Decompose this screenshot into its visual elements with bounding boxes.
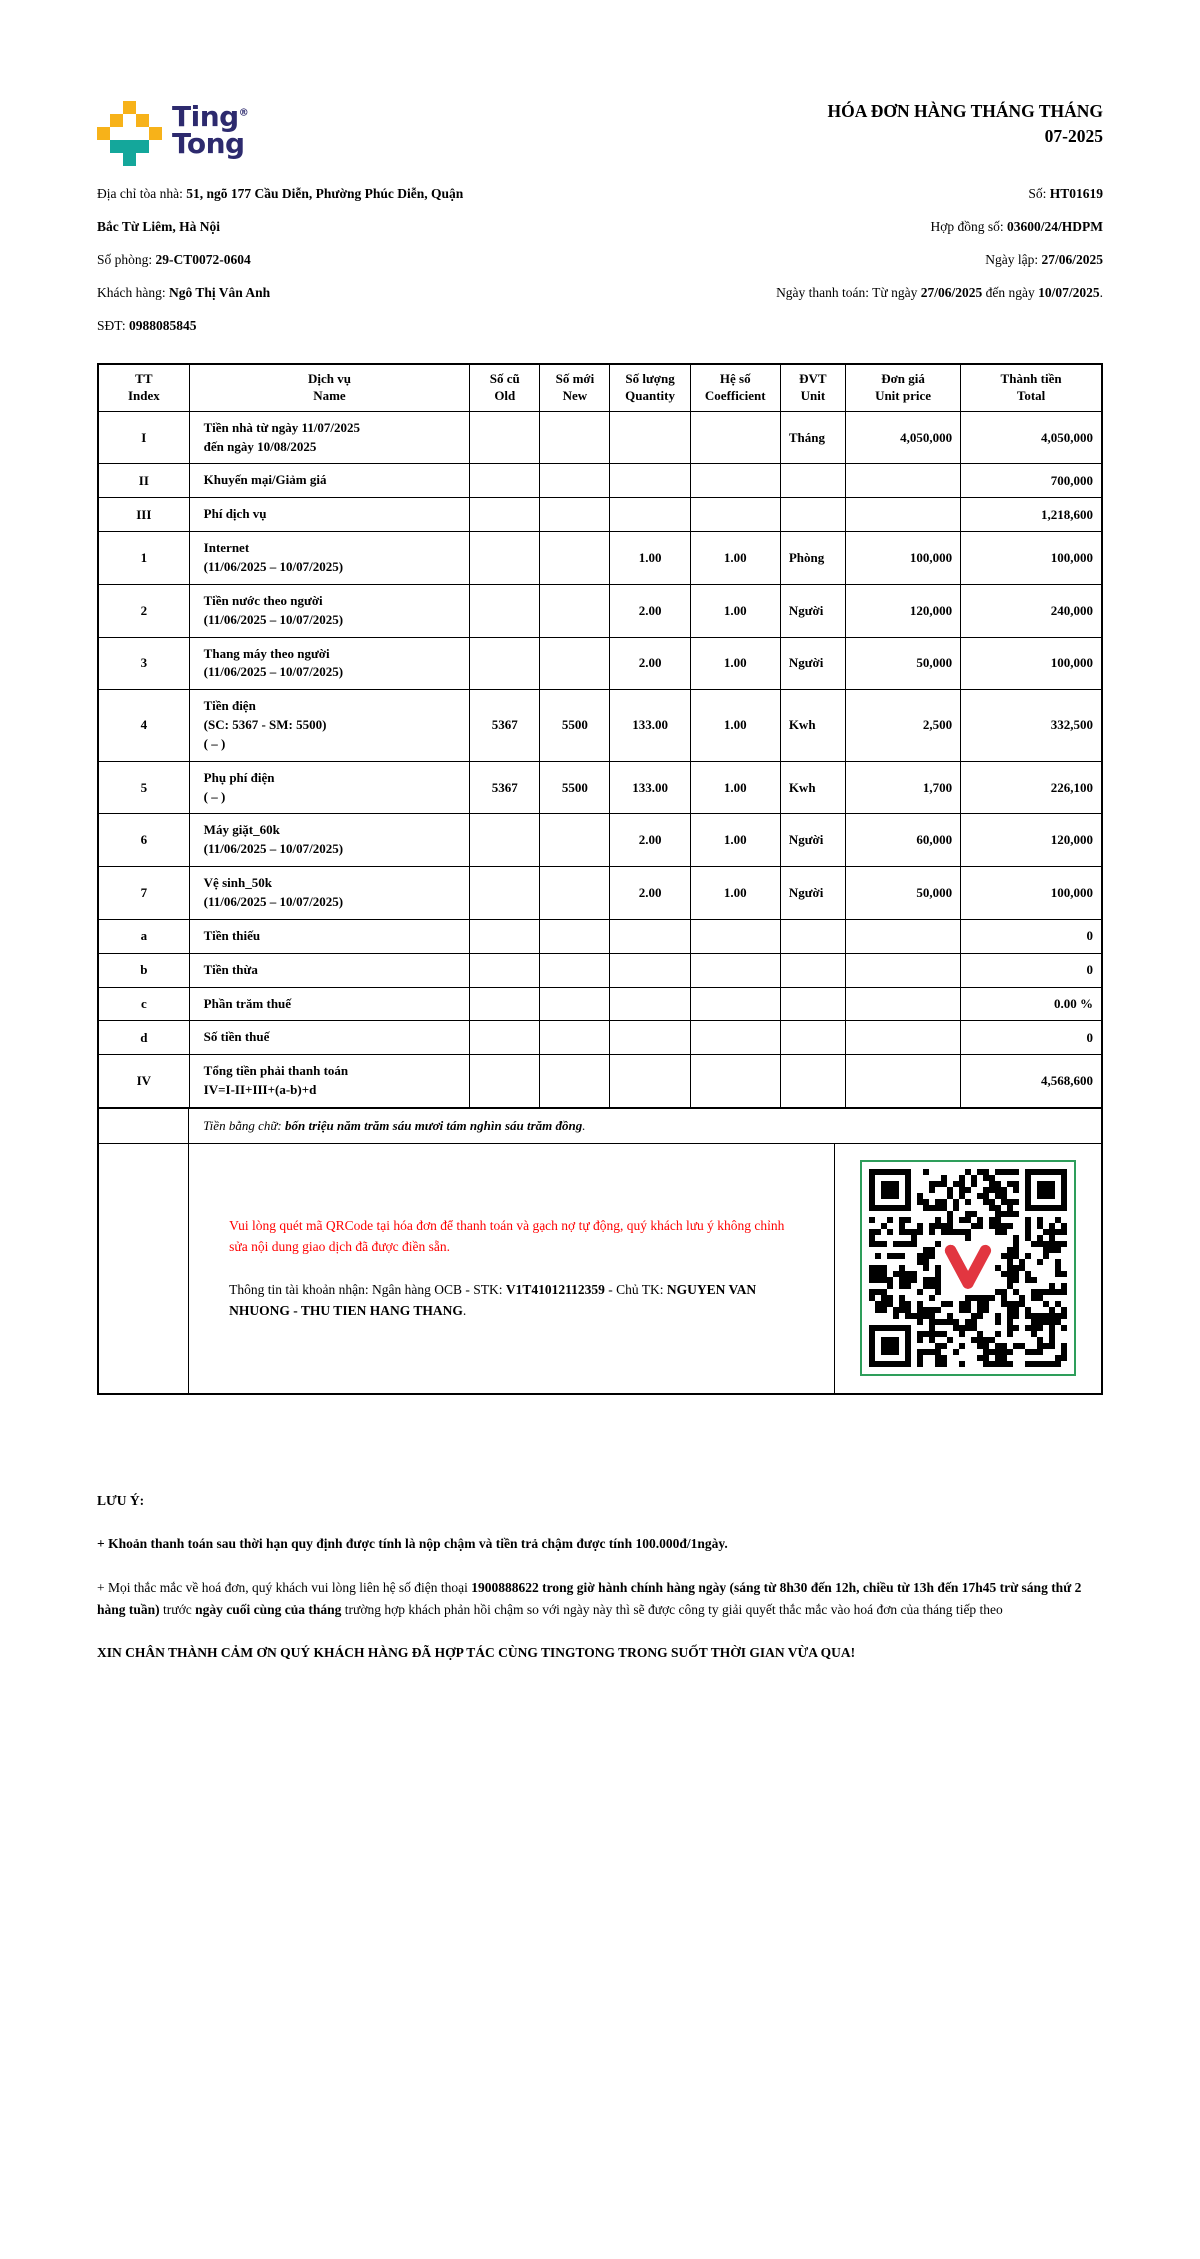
table-cell <box>470 1055 540 1108</box>
table-cell: Phòng <box>780 532 845 585</box>
col-header-total: Thành tiền Total <box>961 365 1101 411</box>
table-cell <box>540 987 610 1021</box>
table-cell: 2.00 <box>610 814 690 867</box>
table-cell: 120,000 <box>845 584 960 637</box>
amount-in-words: Tiền bằng chữ: bốn triệu năm trăm sáu mươi tám nghìn sáu trăm đồng. <box>203 1117 586 1133</box>
col-header-old: Số cũ Old <box>470 365 540 411</box>
table-cell <box>610 987 690 1021</box>
table-cell <box>610 1021 690 1055</box>
notes-title: LƯU Ý: <box>97 1492 145 1508</box>
table-cell <box>845 1021 960 1055</box>
amount-in-words-row <box>99 1108 1101 1143</box>
qr-frame <box>860 1160 1076 1376</box>
table-cell: 1.00 <box>690 867 780 920</box>
table-cell: 2.00 <box>610 867 690 920</box>
table-cell <box>610 498 690 532</box>
table-cell: 226,100 <box>961 761 1101 814</box>
late-payment-note: + Khoản thanh toán sau thời hạn quy định được tính là nộp chậm và tiền trả chậm được tính 100.000đ/1ngày. <box>97 1536 728 1552</box>
table-cell: Người <box>780 867 845 920</box>
table-cell <box>540 1021 610 1055</box>
charges-table <box>99 365 1101 1108</box>
table-cell <box>540 953 610 987</box>
table-cell <box>780 464 845 498</box>
table-cell: 0 <box>961 953 1101 987</box>
table-cell: 0 <box>961 919 1101 953</box>
col-header-quantity: Số lượng Quantity <box>610 365 690 411</box>
table-cell <box>610 919 690 953</box>
service-name-cell: Phụ phí điện ( – ) <box>189 761 470 814</box>
table-cell <box>845 464 960 498</box>
info-row <box>97 186 1103 219</box>
table-cell <box>690 411 780 464</box>
table-cell <box>540 411 610 464</box>
table-row <box>99 953 1101 987</box>
table-cell: Người <box>780 584 845 637</box>
table-cell <box>470 919 540 953</box>
table-cell <box>470 987 540 1021</box>
table-cell <box>470 464 540 498</box>
service-name-cell: Số tiền thuế <box>189 1021 470 1055</box>
table-cell <box>610 411 690 464</box>
table-row <box>99 919 1101 953</box>
footer-notes <box>97 1490 1103 1664</box>
table-cell <box>470 584 540 637</box>
table-cell: c <box>99 987 189 1021</box>
table-row <box>99 987 1101 1021</box>
table-row <box>99 532 1101 585</box>
table-cell <box>540 498 610 532</box>
table-cell <box>470 532 540 585</box>
table-cell <box>540 532 610 585</box>
info-row <box>97 219 1103 252</box>
invoice-info <box>97 186 1103 351</box>
table-cell <box>470 814 540 867</box>
table-cell <box>780 919 845 953</box>
table-cell: d <box>99 1021 189 1055</box>
table-cell <box>470 867 540 920</box>
table-cell <box>540 1055 610 1108</box>
table-cell: 100,000 <box>845 532 960 585</box>
invoice-number: Số: HT01619 <box>1028 186 1103 201</box>
building-address-line1: Địa chỉ tòa nhà: 51, ngõ 177 Cầu Diễn, Phường Phúc Diễn, Quận <box>97 186 464 201</box>
col-header-coefficient: Hệ số Coefficient <box>690 365 780 411</box>
table-row <box>99 584 1101 637</box>
table-row <box>99 411 1101 464</box>
table-cell: III <box>99 498 189 532</box>
table-cell: 240,000 <box>961 584 1101 637</box>
service-name-cell: Phí dịch vụ <box>189 498 470 532</box>
table-cell: 50,000 <box>845 867 960 920</box>
table-cell: 1 <box>99 532 189 585</box>
table-cell <box>470 498 540 532</box>
table-row <box>99 867 1101 920</box>
table-row <box>99 814 1101 867</box>
table-cell <box>470 953 540 987</box>
table-cell <box>845 987 960 1021</box>
customer-phone: SĐT: 0988085845 <box>97 318 197 333</box>
table-cell: 1.00 <box>690 690 780 762</box>
table-cell: a <box>99 919 189 953</box>
table-cell: 5500 <box>540 690 610 762</box>
table-cell <box>470 1021 540 1055</box>
table-cell: 1,700 <box>845 761 960 814</box>
table-cell <box>690 1055 780 1108</box>
table-cell: 133.00 <box>610 690 690 762</box>
table-cell: 2 <box>99 584 189 637</box>
table-header-row <box>99 365 1101 411</box>
table-cell <box>470 411 540 464</box>
invoice-title: HÓA ĐƠN HÀNG THÁNG THÁNG 07-2025 <box>827 101 1103 147</box>
table-cell <box>780 498 845 532</box>
table-cell: 1,218,600 <box>961 498 1101 532</box>
issue-date: Ngày lập: 27/06/2025 <box>985 252 1103 267</box>
table-cell <box>690 464 780 498</box>
table-cell: Kwh <box>780 761 845 814</box>
invoice-table-box <box>97 363 1103 1395</box>
table-row <box>99 464 1101 498</box>
hotline-note: + Mọi thắc mắc về hoá đơn, quý khách vui lòng liên hệ số điện thoại 1900888622 trong giờ hành chính hàng ngày (sáng từ 8h30 đến 12h, chiều từ 13h đến 17h45 trừ sáng thứ 2 hàng tuần) trước ngày cuối cùng của tháng trường hợp khách phản hồi chậm so với ngày này thì sẽ được công ty giải quyết thắc mắc vào hoá đơn của tháng tiếp theo <box>97 1580 1082 1617</box>
table-cell: I <box>99 411 189 464</box>
table-cell <box>610 464 690 498</box>
col-header-unit-price: Đơn giá Unit price <box>845 365 960 411</box>
qr-code <box>869 1169 1067 1367</box>
table-cell <box>690 987 780 1021</box>
col-header-index: TT Index <box>99 365 189 411</box>
table-cell <box>540 814 610 867</box>
table-cell: 5367 <box>470 690 540 762</box>
table-cell <box>610 953 690 987</box>
table-cell: Kwh <box>780 690 845 762</box>
service-name-cell: Tiền thừa <box>189 953 470 987</box>
table-row <box>99 498 1101 532</box>
table-cell <box>690 498 780 532</box>
table-cell: 1.00 <box>690 637 780 690</box>
service-name-cell: Thang máy theo người (11/06/2025 – 10/07/2025) <box>189 637 470 690</box>
table-cell: II <box>99 464 189 498</box>
service-name-cell: Tiền nhà từ ngày 11/07/2025 đến ngày 10/08/2025 <box>189 411 470 464</box>
table-cell: b <box>99 953 189 987</box>
table-cell: 6 <box>99 814 189 867</box>
col-header-new: Số mới New <box>540 365 610 411</box>
table-row <box>99 761 1101 814</box>
table-cell: 50,000 <box>845 637 960 690</box>
table-cell <box>845 1055 960 1108</box>
table-cell: 5 <box>99 761 189 814</box>
table-cell: 700,000 <box>961 464 1101 498</box>
building-address-line2: Bắc Từ Liêm, Hà Nội <box>97 219 220 234</box>
table-cell <box>610 1055 690 1108</box>
col-header-service: Dịch vụ Name <box>189 365 470 411</box>
table-cell: Tháng <box>780 411 845 464</box>
qr-warning-text: Vui lòng quét mã QRCode tại hóa đơn để thanh toán và gạch nợ tự động, quý khách lưu ý không chỉnh sửa nội dung giao dịch đã được điền sẵn. <box>229 1217 785 1254</box>
tingtong-logo-icon <box>97 101 162 166</box>
table-cell <box>540 584 610 637</box>
service-name-cell: Phần trăm thuế <box>189 987 470 1021</box>
col-header-unit: ĐVT Unit <box>780 365 845 411</box>
qr-row <box>99 1143 1101 1393</box>
table-cell <box>540 464 610 498</box>
table-cell <box>780 953 845 987</box>
table-cell <box>845 953 960 987</box>
table-row <box>99 1055 1101 1108</box>
table-cell: 2.00 <box>610 637 690 690</box>
table-cell: 1.00 <box>690 761 780 814</box>
table-cell: 4 <box>99 690 189 762</box>
table-row <box>99 690 1101 762</box>
tingtong-logo <box>97 95 248 166</box>
table-cell <box>540 637 610 690</box>
contract-number: Hợp đồng số: 03600/24/HDPM <box>930 219 1103 234</box>
info-row <box>97 318 1103 351</box>
room-number: Số phòng: 29-CT0072-0604 <box>97 252 251 267</box>
table-cell: 4,050,000 <box>961 411 1101 464</box>
table-cell: Người <box>780 637 845 690</box>
table-cell: 4,050,000 <box>845 411 960 464</box>
table-cell <box>845 498 960 532</box>
table-cell: 5367 <box>470 761 540 814</box>
service-name-cell: Internet (11/06/2025 – 10/07/2025) <box>189 532 470 585</box>
info-row <box>97 252 1103 285</box>
payment-instructions <box>189 1144 835 1393</box>
table-cell <box>780 1021 845 1055</box>
info-row <box>97 285 1103 318</box>
table-cell <box>690 953 780 987</box>
service-name-cell: Tiền thiếu <box>189 919 470 953</box>
table-cell <box>780 987 845 1021</box>
bank-account-info: Thông tin tài khoản nhận: Ngân hàng OCB - STK: V1T41012112359 - Chủ TK: NGUYEN VAN NHUONG - THU TIEN HANG THANG. <box>229 1281 757 1318</box>
service-name-cell: Khuyến mại/Giảm giá <box>189 464 470 498</box>
table-cell <box>690 919 780 953</box>
table-cell: 100,000 <box>961 637 1101 690</box>
table-cell: 7 <box>99 867 189 920</box>
service-name-cell: Tổng tiền phải thanh toán IV=I-II+III+(a-b)+d <box>189 1055 470 1108</box>
service-name-cell: Máy giặt_60k (11/06/2025 – 10/07/2025) <box>189 814 470 867</box>
table-cell: 133.00 <box>610 761 690 814</box>
table-cell: 100,000 <box>961 867 1101 920</box>
table-cell: Người <box>780 814 845 867</box>
table-cell: 0 <box>961 1021 1101 1055</box>
table-cell: 4,568,600 <box>961 1055 1101 1108</box>
service-name-cell: Tiền điện (SC: 5367 - SM: 5500) ( – ) <box>189 690 470 762</box>
table-cell: 3 <box>99 637 189 690</box>
table-cell: 0.00 % <box>961 987 1101 1021</box>
header <box>97 95 1103 166</box>
thank-you-note: XIN CHÂN THÀNH CẢM ƠN QUÝ KHÁCH HÀNG ĐÃ HỢP TÁC CÙNG TINGTONG TRONG SUỐT THỜI GIAN VỪA QUA! <box>97 1645 856 1661</box>
table-cell: 332,500 <box>961 690 1101 762</box>
payment-period: Ngày thanh toán: Từ ngày 27/06/2025 đến ngày 10/07/2025. <box>776 285 1103 300</box>
service-name-cell: Tiền nước theo người (11/06/2025 – 10/07/2025) <box>189 584 470 637</box>
table-cell: 2,500 <box>845 690 960 762</box>
tingtong-wordmark: Ting® Tong <box>172 100 249 161</box>
table-row <box>99 637 1101 690</box>
table-cell: 5500 <box>540 761 610 814</box>
table-cell: 60,000 <box>845 814 960 867</box>
table-cell: 1.00 <box>690 532 780 585</box>
table-cell: 2.00 <box>610 584 690 637</box>
table-cell: 120,000 <box>961 814 1101 867</box>
customer-name: Khách hàng: Ngô Thị Vân Anh <box>97 285 271 300</box>
table-cell <box>540 919 610 953</box>
table-cell: 100,000 <box>961 532 1101 585</box>
table-row <box>99 1021 1101 1055</box>
table-cell: 1.00 <box>690 584 780 637</box>
table-cell <box>845 919 960 953</box>
table-cell <box>690 1021 780 1055</box>
table-cell <box>540 867 610 920</box>
table-cell <box>780 1055 845 1108</box>
table-cell <box>470 637 540 690</box>
service-name-cell: Vệ sinh_50k (11/06/2025 – 10/07/2025) <box>189 867 470 920</box>
table-cell: 1.00 <box>610 532 690 585</box>
table-cell: 1.00 <box>690 814 780 867</box>
table-cell: IV <box>99 1055 189 1108</box>
